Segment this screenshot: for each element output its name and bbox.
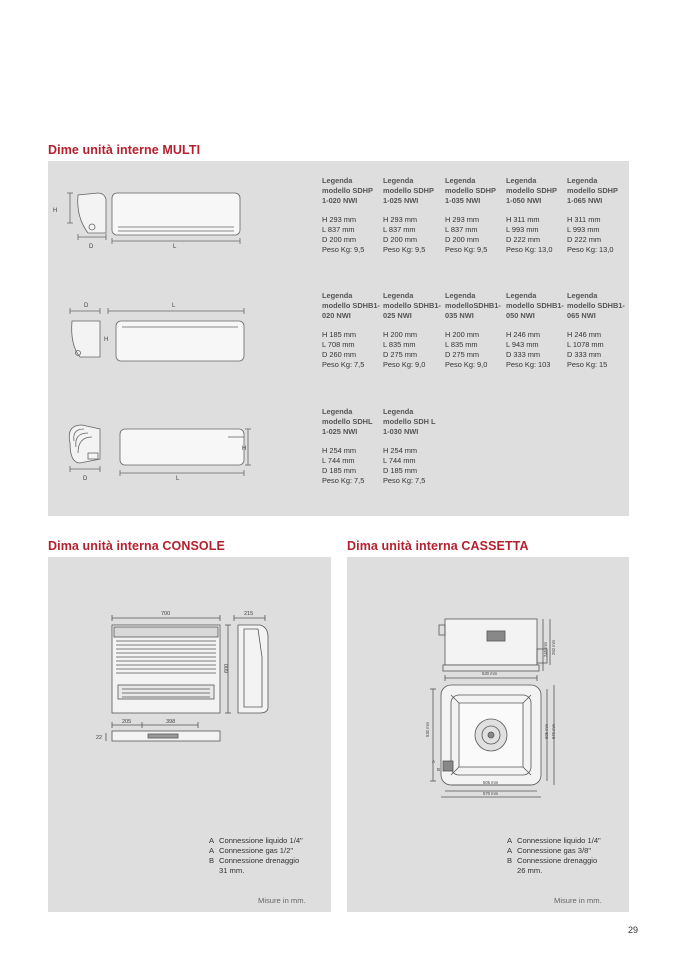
- spec-legend: Legenda: [567, 176, 598, 185]
- note-key: B: [507, 856, 513, 865]
- spec-code: 1-025 NWI: [322, 427, 358, 437]
- cassetta-dim-b: B: [437, 767, 441, 772]
- spec-h: H 311 mm: [567, 214, 601, 224]
- cassetta-dim-s1: 530 mm: [425, 721, 430, 737]
- spec-weight: Peso Kg: 9,5: [383, 245, 426, 255]
- note-text: Connessione gas 3/8": [517, 846, 592, 855]
- spec-model: modello SDHP: [506, 186, 557, 196]
- sdhp-label-d: D: [89, 244, 94, 250]
- spec-weight: Peso Kg: 7,5: [322, 476, 365, 486]
- multi-title: Dime unità interne MULTI: [48, 143, 201, 157]
- spec-h: H 246 mm: [506, 329, 541, 339]
- spec-l: L 1078 mm: [567, 339, 604, 349]
- spec-l: L 943 mm: [506, 339, 539, 349]
- spec-sdhp-065: [567, 176, 629, 255]
- spec-model: modello SDH L: [383, 417, 436, 427]
- spec-weight: Peso Kg: 7,5: [322, 360, 365, 370]
- spec-weight: Peso Kg: 103: [506, 360, 551, 370]
- spec-weight: Peso Kg: 13,0: [567, 245, 614, 255]
- cassetta-notes: [507, 836, 601, 876]
- sdhp-label-l: L: [173, 244, 177, 250]
- spec-sdhp-025: [383, 176, 445, 255]
- note-text: Connessione gas 1/2": [219, 846, 294, 855]
- multi-drawing-sdhl: [48, 419, 298, 489]
- note-cont: 31 mm.: [219, 866, 245, 875]
- spec-code: 1-025 NWI: [383, 196, 419, 206]
- spec-weight: Peso Kg: 7,5: [383, 476, 426, 486]
- spec-l: L 744 mm: [383, 455, 416, 465]
- note-row: [507, 846, 601, 856]
- spec-weight: Peso Kg: 9,5: [322, 245, 365, 255]
- console-dim-a: 205: [122, 719, 132, 725]
- sdhb1-label-d: D: [84, 303, 89, 309]
- spec-sdhb1-020: [322, 291, 384, 370]
- spec-h: H 293 mm: [445, 214, 480, 224]
- note-row: [209, 846, 303, 856]
- spec-d: D 333 mm: [567, 350, 602, 360]
- console-measure: Misure in mm.: [258, 896, 306, 905]
- cassetta-measure: Misure in mm.: [554, 896, 602, 905]
- spec-sdhb1-050: [506, 291, 568, 370]
- spec-d: D 200 mm: [445, 235, 480, 245]
- console-dim-width: 700: [161, 611, 171, 617]
- spec-model: modello SDHL: [322, 417, 373, 427]
- spec-model: modello SDHB1-: [506, 301, 564, 311]
- spec-d: D 200 mm: [322, 235, 357, 245]
- spec-legend: Legenda: [383, 176, 414, 185]
- console-dim-height: 600: [224, 663, 230, 673]
- spec-h: H 254 mm: [383, 445, 418, 455]
- spec-model: modello SDHB1-: [322, 301, 380, 311]
- spec-model: modelloSDHB1-: [445, 301, 501, 311]
- spec-weight: Peso Kg: 9,0: [445, 360, 488, 370]
- console-drawing: [48, 557, 331, 757]
- console-notes: [209, 836, 303, 876]
- spec-l: L 744 mm: [322, 455, 355, 465]
- spec-l: L 993 mm: [567, 224, 600, 234]
- note-row: [209, 856, 303, 866]
- spec-sdhp-035: [445, 176, 507, 255]
- cassetta-drawing: [347, 557, 629, 807]
- sdhp-label-h: H: [53, 208, 58, 214]
- spec-code: 1-065 NWI: [567, 196, 603, 206]
- console-dim-b: 398: [166, 719, 176, 725]
- sdhl-label-d: D: [83, 476, 88, 482]
- console-title: Dima unità interna CONSOLE: [48, 539, 225, 553]
- sdhb1-label-h: H: [104, 337, 109, 343]
- cassetta-dim-s3: 505 mm: [544, 723, 549, 739]
- spec-legend: Legenda: [567, 291, 598, 300]
- spec-weight: Peso Kg: 13,0: [506, 245, 553, 255]
- spec-legend: Legenda: [506, 291, 537, 300]
- spec-sdhp-050: [506, 176, 568, 255]
- spec-sdhp-020: [322, 176, 384, 255]
- spec-legend: Legenda: [322, 291, 353, 300]
- spec-h: H 311 mm: [506, 214, 540, 224]
- spec-l: L 993 mm: [506, 224, 539, 234]
- spec-l: L 835 mm: [445, 339, 478, 349]
- spec-l: L 708 mm: [322, 339, 355, 349]
- multi-drawing-sdhp: [48, 161, 298, 271]
- spec-d: D 185 mm: [322, 466, 357, 476]
- spec-h: H 293 mm: [322, 214, 357, 224]
- page-number: 29: [627, 925, 638, 935]
- spec-sdhb1-035: [445, 291, 507, 370]
- note-row: [507, 856, 601, 866]
- spec-legend: Legenda: [322, 407, 353, 416]
- spec-h: H 200 mm: [383, 329, 418, 339]
- spec-weight: Peso Kg: 9,5: [445, 245, 488, 255]
- spec-model: modello SDHP: [445, 186, 496, 196]
- multi-panel: [48, 161, 629, 516]
- cassetta-dim-a: A: [432, 759, 436, 764]
- spec-code: 025 NWI: [383, 311, 412, 321]
- cassetta-dim-top: 530 mm: [482, 671, 498, 676]
- note-key: A: [209, 846, 215, 855]
- cassetta-panel: [347, 557, 629, 912]
- spec-d: D 260 mm: [322, 350, 357, 360]
- spec-legend: Legenda: [383, 291, 414, 300]
- note-key: B: [209, 856, 215, 865]
- cassetta-dim-h1: 260 mm: [551, 639, 556, 655]
- spec-l: L 837 mm: [445, 224, 478, 234]
- spec-sdhb1-065: [567, 291, 629, 370]
- spec-code: 1-050 NWI: [506, 196, 542, 206]
- spec-legend: Legenda: [322, 176, 353, 185]
- multi-drawing-sdhb1: [48, 293, 298, 373]
- spec-code: 1-035 NWI: [445, 196, 481, 206]
- note-row: [507, 836, 601, 846]
- sdhb1-label-l: L: [172, 303, 176, 309]
- spec-sdhb1-025: [383, 291, 445, 370]
- spec-code: 065 NWI: [567, 311, 596, 321]
- spec-d: D 222 mm: [567, 235, 602, 245]
- spec-model: modello SDHP: [322, 186, 373, 196]
- spec-d: D 200 mm: [383, 235, 418, 245]
- spec-d: D 275 mm: [445, 350, 480, 360]
- spec-model: modello SDHB1-: [383, 301, 441, 311]
- spec-sdhl-025: [322, 407, 384, 486]
- note-text: Connessione liquido 1/4": [219, 836, 303, 845]
- spec-model: modello SDHP: [567, 186, 618, 196]
- cassetta-dim-inner: 505 mm: [483, 780, 499, 785]
- sdhl-label-h: H: [242, 446, 247, 452]
- spec-d: D 185 mm: [383, 466, 418, 476]
- console-dim-depth: 215: [244, 611, 254, 617]
- note-key: A: [209, 836, 215, 845]
- spec-code: 020 NWI: [322, 311, 351, 321]
- spec-legend: Legenda: [445, 291, 476, 300]
- console-panel: [48, 557, 331, 912]
- cassetta-title: Dima unità interna CASSETTA: [347, 539, 529, 553]
- note-text: Connessione liquido 1/4": [517, 836, 601, 845]
- spec-h: H 185 mm: [322, 329, 357, 339]
- note-cont: 26 mm.: [517, 866, 543, 875]
- spec-legend: Legenda: [506, 176, 537, 185]
- note-row: [209, 836, 303, 846]
- cassetta-dim-s2: 570 mm: [551, 723, 556, 739]
- spec-weight: Peso Kg: 9,0: [383, 360, 426, 370]
- spec-h: H 200 mm: [445, 329, 480, 339]
- spec-legend: Legenda: [383, 407, 414, 416]
- console-dim-c: 22: [96, 735, 103, 741]
- spec-h: H 246 mm: [567, 329, 602, 339]
- sdhl-label-l: L: [176, 476, 180, 482]
- cassetta-dim-outer: 570 mm: [483, 791, 499, 796]
- spec-l: L 837 mm: [383, 224, 416, 234]
- spec-l: L 835 mm: [383, 339, 416, 349]
- spec-code: 1-030 NWI: [383, 427, 419, 437]
- note-key: A: [507, 846, 513, 855]
- spec-code: 050 NWI: [506, 311, 535, 321]
- spec-legend: Legenda: [445, 176, 476, 185]
- spec-d: D 333 mm: [506, 350, 541, 360]
- spec-l: L 837 mm: [322, 224, 355, 234]
- spec-weight: Peso Kg: 15: [567, 360, 608, 370]
- note-key: A: [507, 836, 513, 845]
- spec-h: H 293 mm: [383, 214, 418, 224]
- spec-sdhl-030: [383, 407, 445, 486]
- cassetta-dim-h2: 245 mm: [543, 641, 548, 657]
- spec-model: modello SDHB1-: [567, 301, 625, 311]
- spec-d: D 222 mm: [506, 235, 541, 245]
- spec-code: 035 NWI: [445, 311, 474, 321]
- spec-d: D 275 mm: [383, 350, 418, 360]
- spec-code: 1-020 NWI: [322, 196, 358, 206]
- spec-h: H 254 mm: [322, 445, 357, 455]
- spec-model: modello SDHP: [383, 186, 434, 196]
- note-text: Connessione drenaggio: [219, 856, 300, 865]
- note-text: Connessione drenaggio: [517, 856, 598, 865]
